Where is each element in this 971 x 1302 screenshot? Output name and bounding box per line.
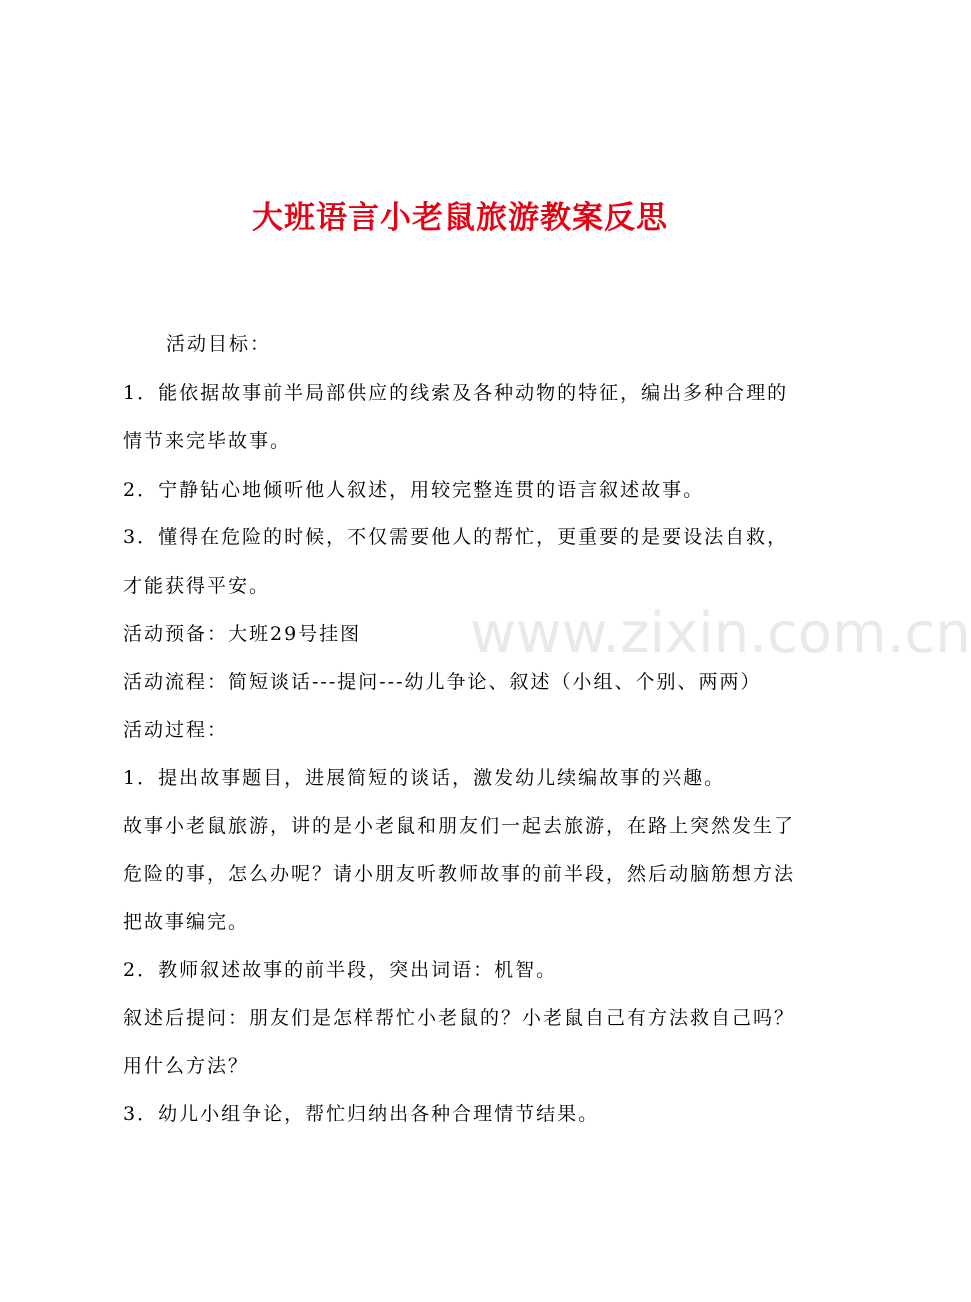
goal-2: 2．宁静钻心地倾听他人叙述，用较完整连贯的语言叙述故事。 [123, 479, 705, 501]
process-step-1: 1．提出故事题目，进展简短的谈话，激发幼儿续编故事的兴趣。 [123, 767, 726, 789]
story-paragraph-line-3: 把故事编完。 [123, 911, 250, 933]
goal-3-line-2: 才能获得平安。 [123, 575, 271, 597]
activity-preparation: 活动预备：大班29号挂图 [123, 623, 362, 645]
watermark: www.zixin.com.cn [470, 601, 971, 666]
goal-3-line-1: 3．懂得在危险的时候，不仅需要他人的帮忙，更重要的是要设法自救， [123, 526, 789, 548]
process-step-3: 3．幼儿小组争论，帮忙归纳出各种合理情节结果。 [123, 1103, 600, 1125]
activity-flow: 活动流程：简短谈话---提问---幼儿争论、叙述（小组、个别、两两） [123, 671, 762, 693]
question-line-2: 用什么方法？ [123, 1055, 250, 1077]
section-heading-process: 活动过程： [123, 719, 229, 741]
question-line-1: 叙述后提问：朋友们是怎样帮忙小老鼠的？小老鼠自己有方法救自己吗？ [123, 1007, 796, 1029]
goal-1-line-2: 情节来完毕故事。 [123, 430, 292, 452]
story-paragraph-line-2: 危险的事，怎么办呢？请小朋友听教师故事的前半段，然后动脑筋想方法 [123, 863, 796, 885]
goal-1-line-1: 1．能依据故事前半局部供应的线索及各种动物的特征，编出多种合理的 [123, 382, 789, 404]
section-heading-goals: 活动目标： [166, 333, 272, 355]
process-step-2: 2．教师叙述故事的前半段，突出词语：机智。 [123, 959, 558, 981]
page-title: 大班语言小老鼠旅游教案反思 [252, 200, 668, 236]
story-paragraph-line-1: 故事小老鼠旅游，讲的是小老鼠和朋友们一起去旅游，在路上突然发生了 [123, 815, 796, 837]
